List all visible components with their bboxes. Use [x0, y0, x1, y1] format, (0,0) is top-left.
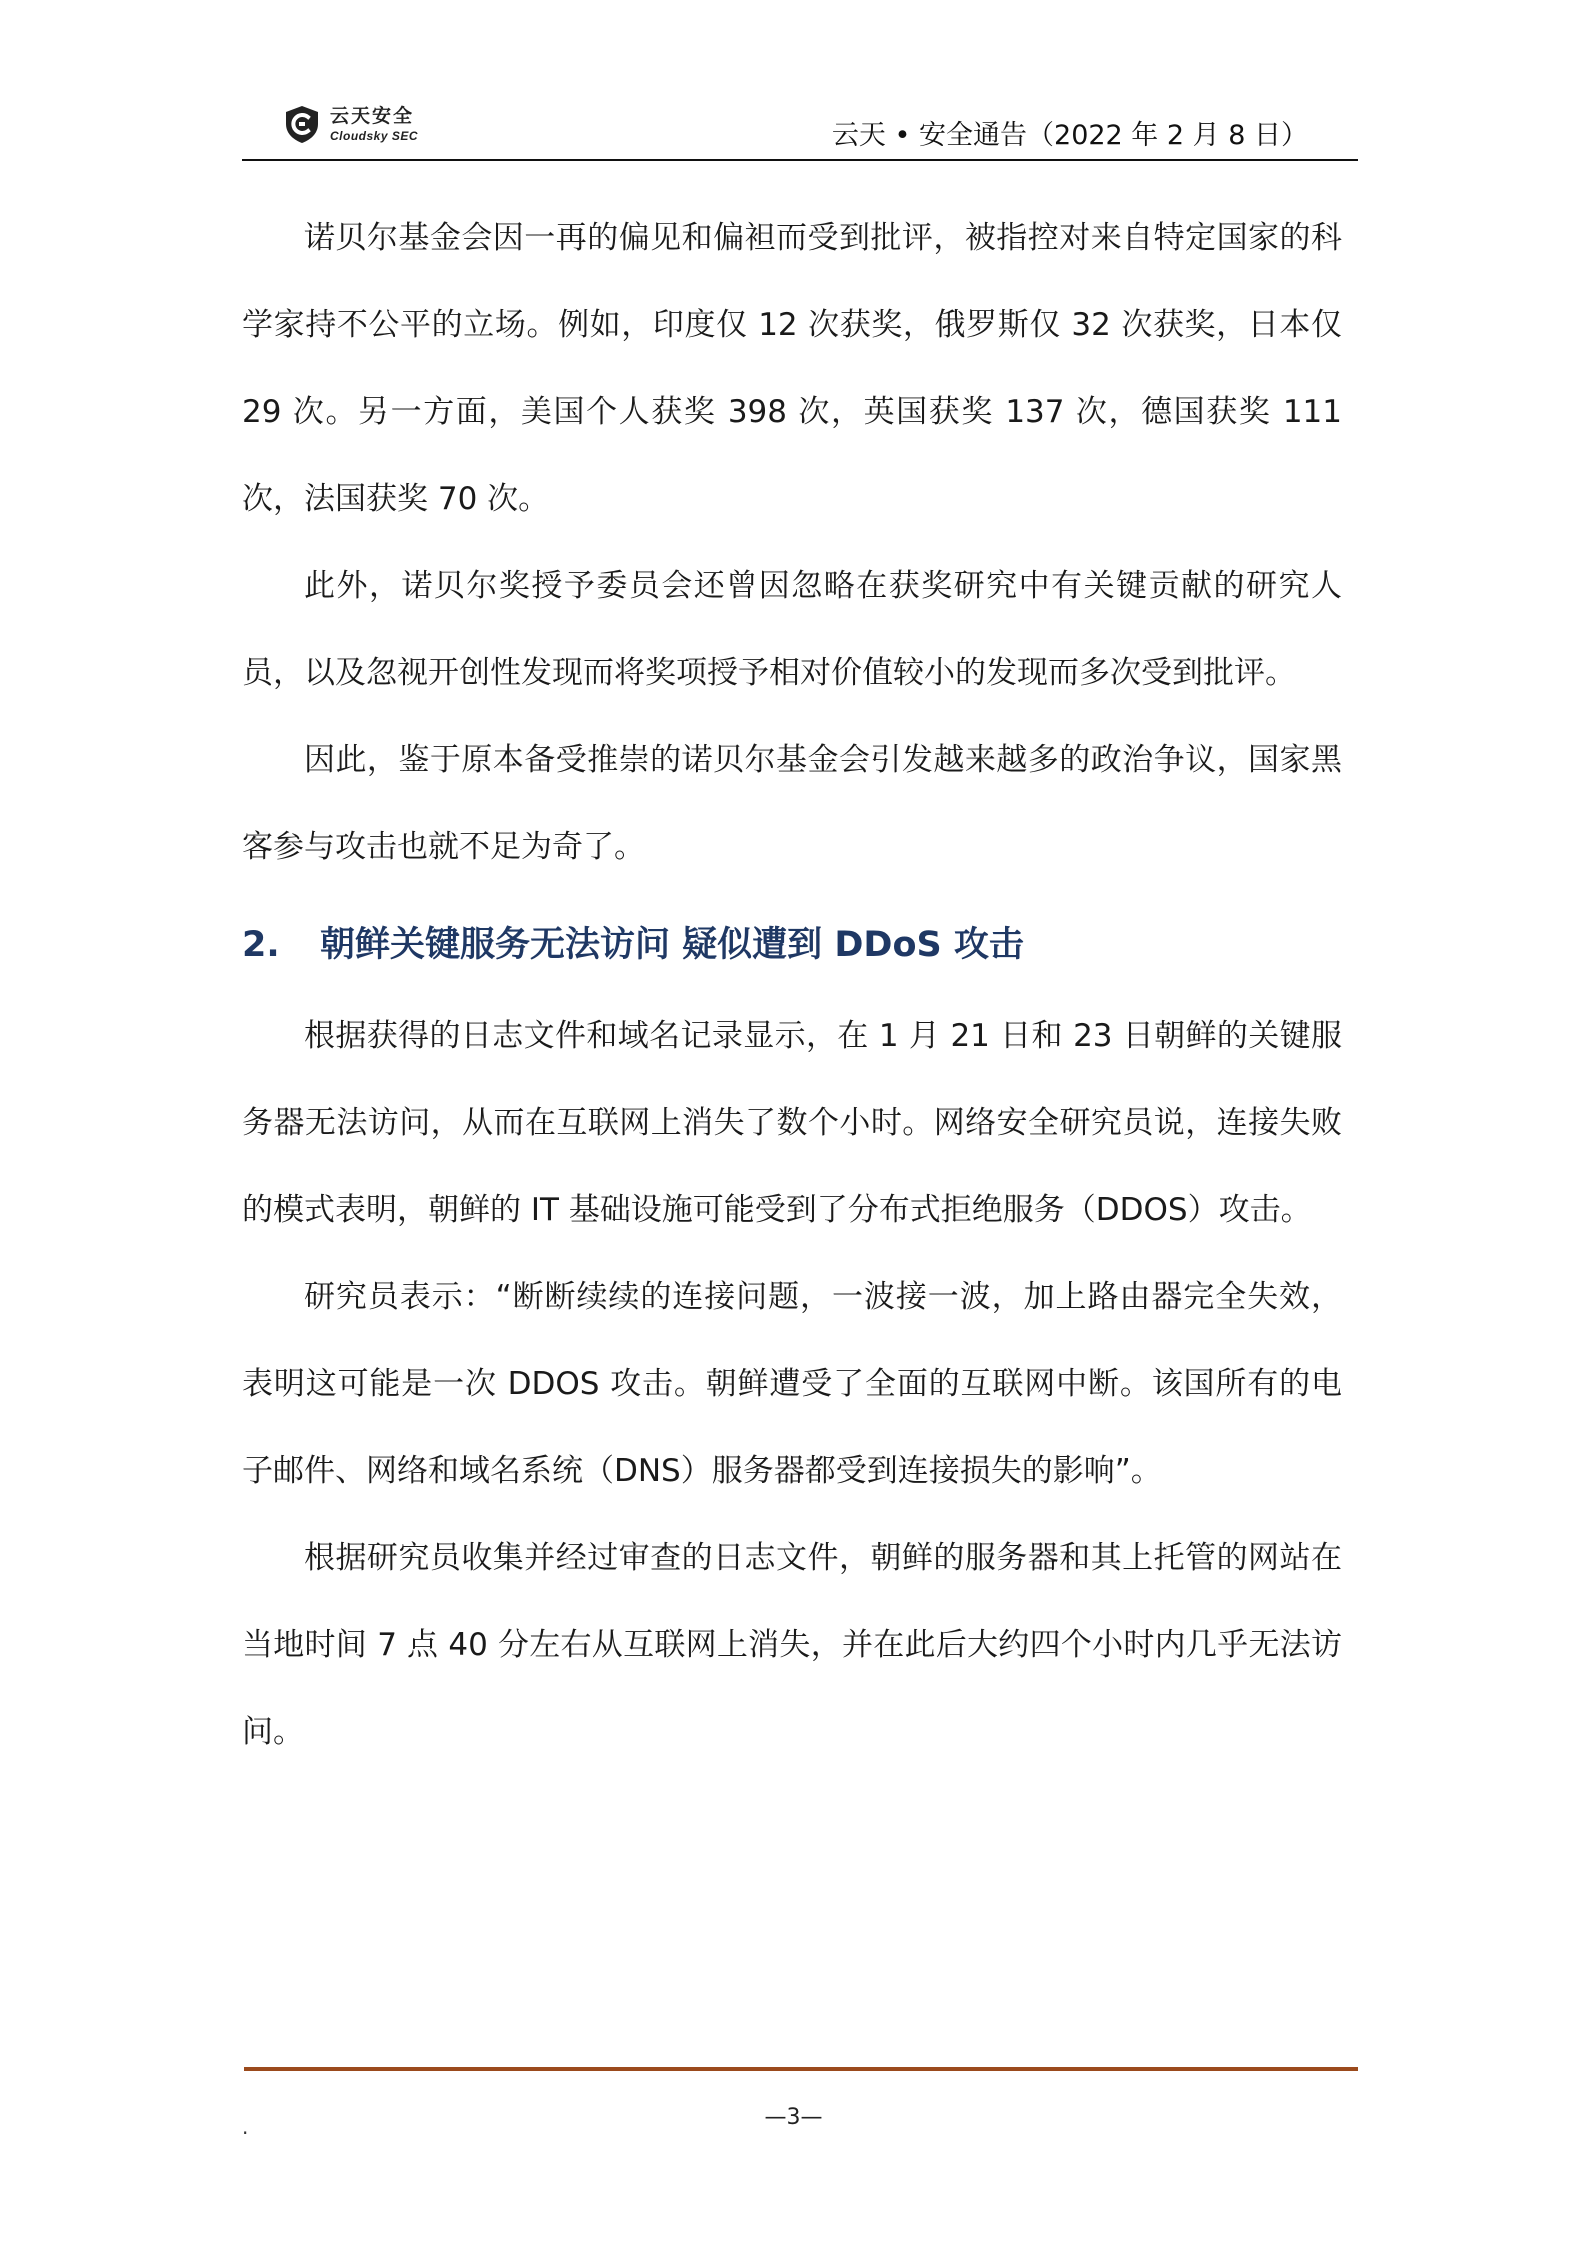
shield-logo-icon [282, 104, 322, 144]
footer-divider [244, 2067, 1358, 2071]
company-logo [282, 99, 418, 149]
body-paragraph: 诺贝尔基金会因一再的偏见和偏袒而受到批评，被指控对来自特定国家的科学家持不公平的立场。例如，印度仅 12 次获奖，俄罗斯仅 32 次获奖，日本仅 29 次。另一方面，美国个人获奖 398 次，英国获奖 137 次，德国获奖 111 次，法国获奖 70 次。 [242, 220, 1342, 517]
page-header [242, 95, 1358, 161]
section-heading [242, 897, 1342, 993]
section-title: 朝鲜关键服务无法访问 疑似遭到 DDoS 攻击 [320, 925, 1024, 965]
section-number: 2. [242, 925, 280, 965]
logo-chinese-name: 云天安全 [330, 104, 415, 127]
document-body [242, 195, 1342, 1776]
logo-english-name: Cloudsky SEC [330, 128, 419, 143]
header-title: 云天 • 安全通告（2022 年 2 月 8 日） [831, 120, 1308, 151]
header-divider [242, 159, 1358, 161]
body-paragraph: 因此，鉴于原本备受推崇的诺贝尔基金会引发越来越多的政治争议，国家黑客参与攻击也就不足为奇了。 [242, 742, 1342, 865]
body-paragraph: 此外，诺贝尔奖授予委员会还曾因忽略在获奖研究中有关键贡献的研究人员，以及忽视开创性发现而将奖项授予相对价值较小的发现而多次受到批评。 [242, 568, 1342, 691]
body-paragraph: 根据研究员收集并经过审查的日志文件，朝鲜的服务器和其上托管的网站在当地时间 7 点 40 分左右从互联网上消失，并在此后大约四个小时内几乎无法访问。 [242, 1540, 1342, 1750]
page-number: —3— [764, 2105, 823, 2130]
body-paragraph: 研究员表示：“断断续续的连接问题，一波接一波，加上路由器完全失效，表明这可能是一次 DDOS 攻击。朝鲜遭受了全面的互联网中断。该国所有的电子邮件、网络和域名系统（DNS）服务器都受到连接损失的影响”。 [242, 1279, 1342, 1489]
body-paragraph: 根据获得的日志文件和域名记录显示，在 1 月 21 日和 23 日朝鲜的关键服务器无法访问，从而在互联网上消失了数个小时。网络安全研究员说，连接失败的模式表明，朝鲜的 IT 基础设施可能受到了分布式拒绝服务（DDOS）攻击。 [242, 1018, 1342, 1228]
footer-mark: . [242, 2115, 249, 2139]
